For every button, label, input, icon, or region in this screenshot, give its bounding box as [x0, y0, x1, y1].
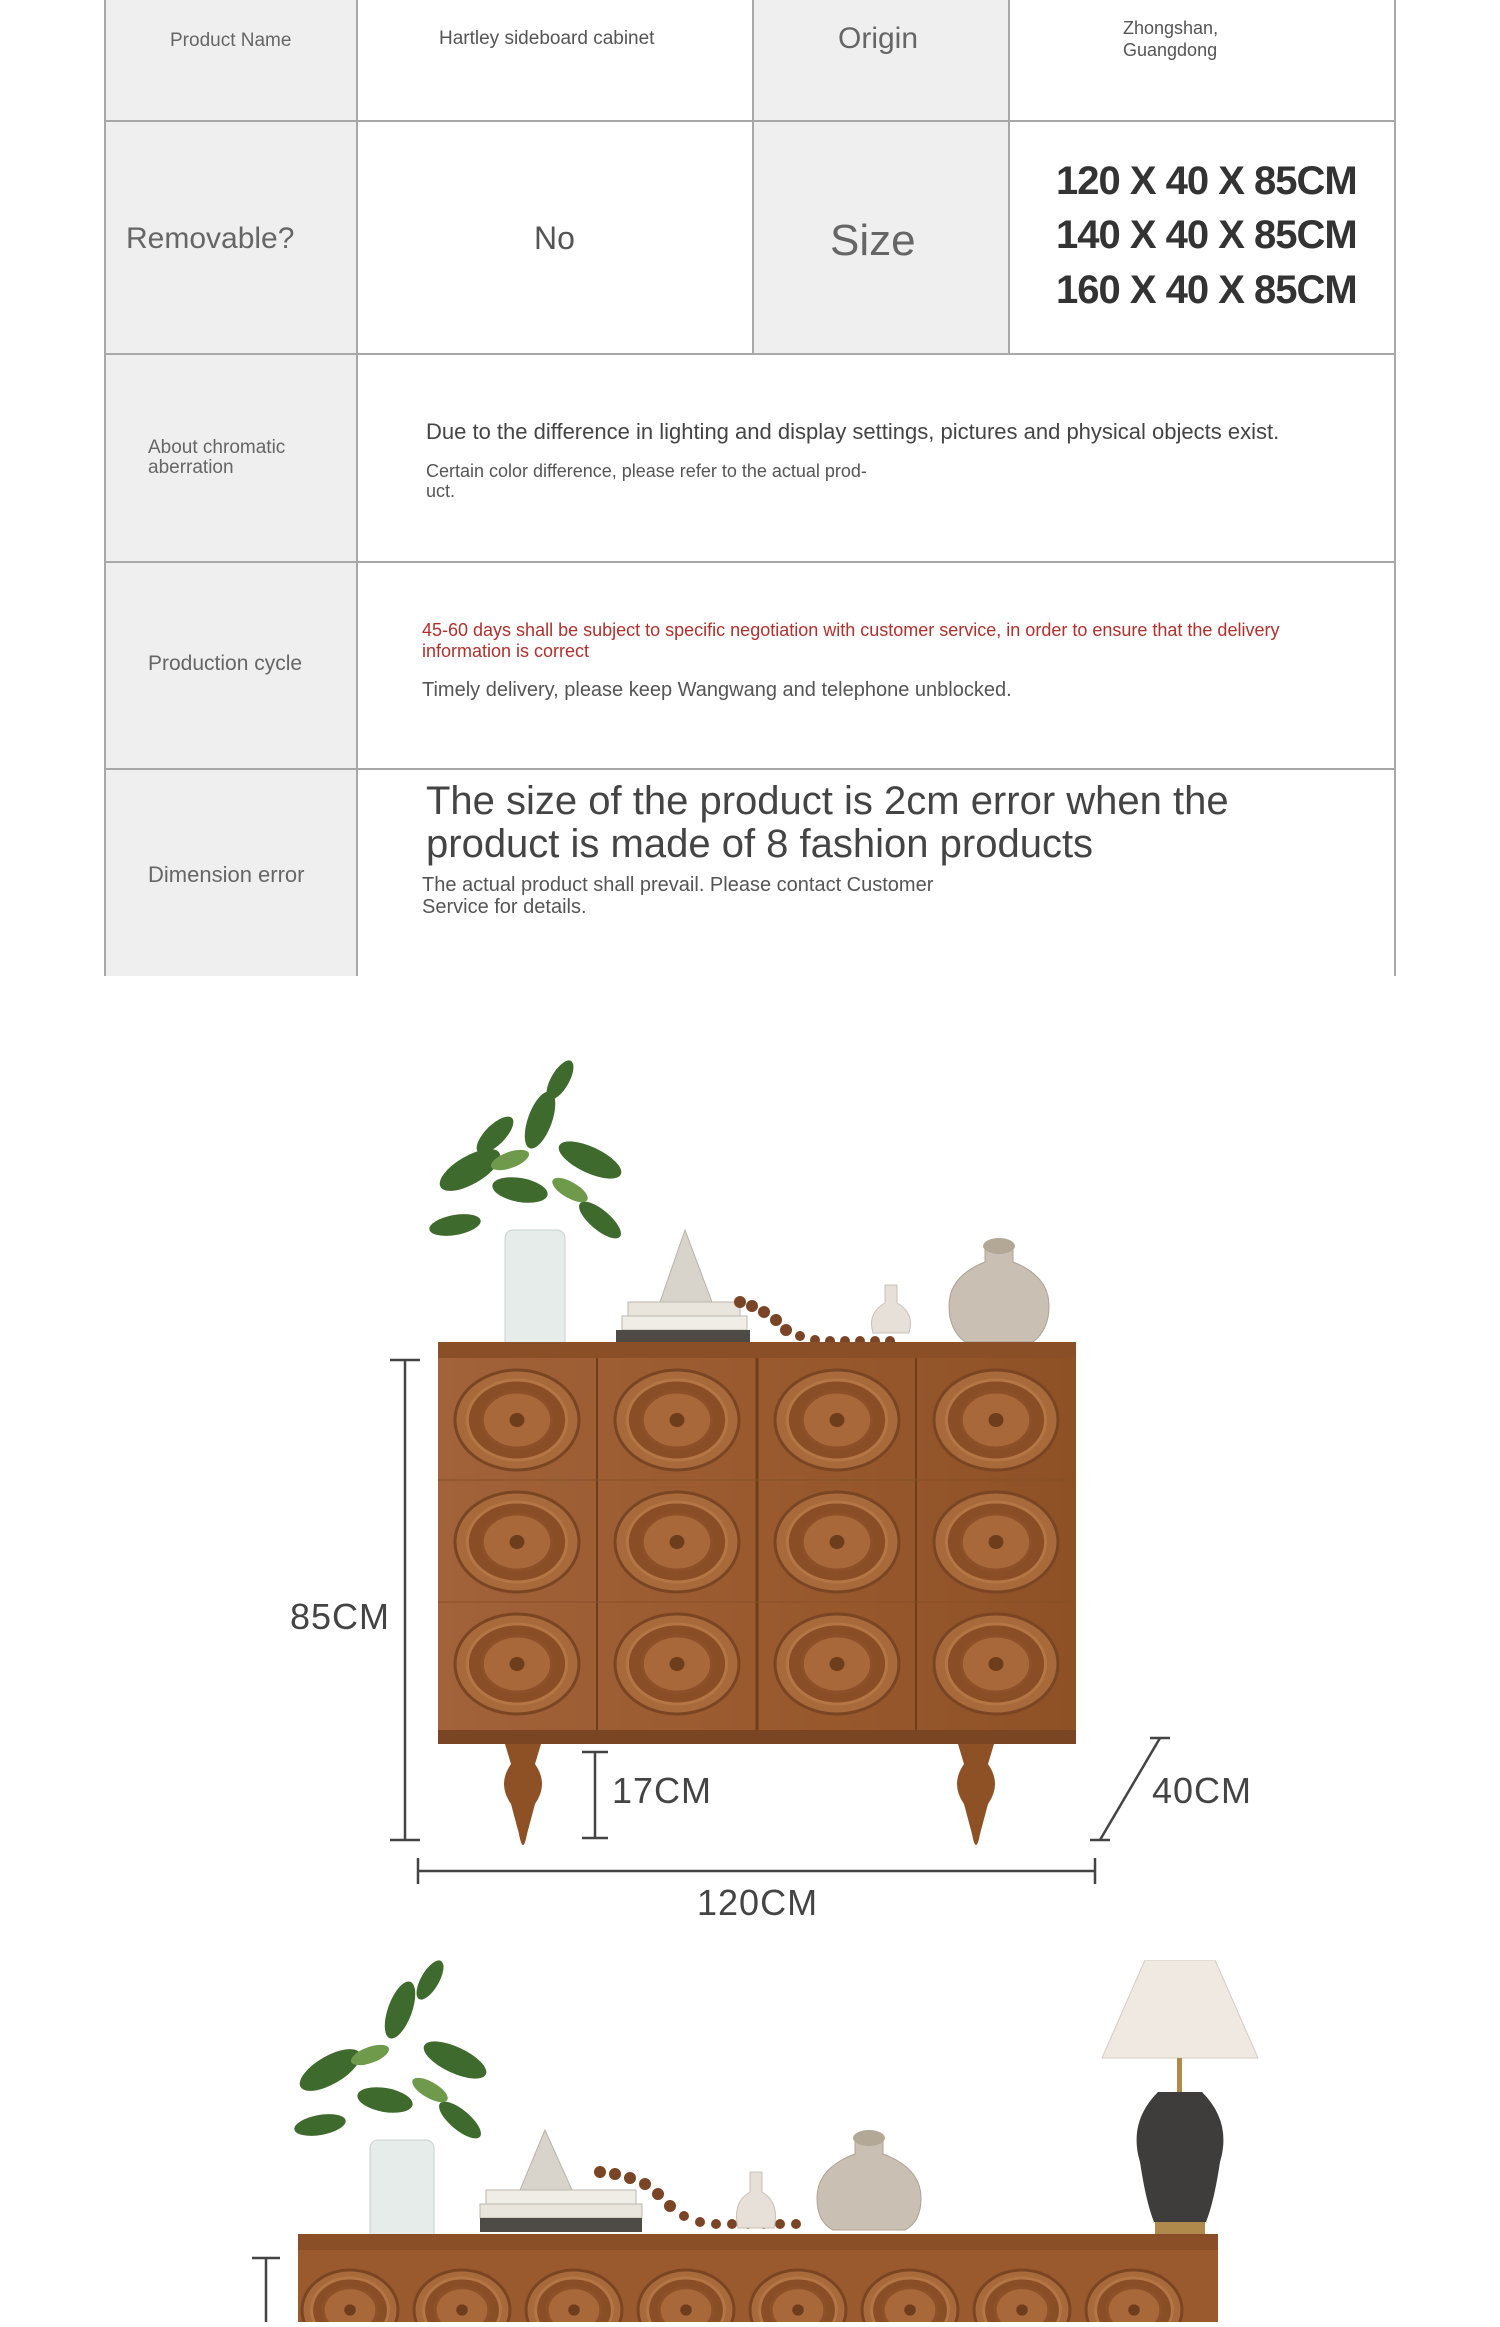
- width-dimension-label: 120CM: [697, 1882, 819, 1923]
- ceramic-jars-decor-2: [737, 2130, 922, 2230]
- drawer-rosette-1: [455, 1370, 579, 1470]
- pyramid-books-decor: [616, 1230, 895, 1346]
- removable-value: No: [534, 220, 575, 256]
- dimension-label: Dimension error: [148, 862, 305, 887]
- spec-table: [104, 0, 1396, 976]
- label-cell-production: [106, 563, 358, 768]
- dimension-main-line1: The size of the product is 2cm error when the: [426, 779, 1229, 823]
- origin-value-line1: Zhongshan,: [1123, 18, 1219, 38]
- label-cell-origin: [754, 0, 1010, 120]
- size-option-2: 140 X 40 X 85CM: [1056, 213, 1357, 257]
- drawer-rosette-9: [455, 1614, 579, 1714]
- value-cell-dimension: [358, 770, 1394, 976]
- production-label: Production cycle: [148, 652, 303, 675]
- label-cell-product-name: [106, 0, 358, 120]
- sideboard-wide-figure: [0, 1960, 1500, 2322]
- value-cell-size: [1010, 122, 1394, 353]
- origin-value-line2: Guangdong: [1123, 40, 1218, 60]
- drawer-rosette-2: [615, 1370, 739, 1470]
- row-dimension: [106, 770, 1394, 976]
- height-dimension-label: 85CM: [290, 1596, 391, 1637]
- chromatic-label-line1: About chromatic: [148, 437, 286, 458]
- value-cell-production: [358, 563, 1394, 768]
- sideboard-dimension-figure: [0, 1040, 1500, 1923]
- plant-vase-decor: [428, 1056, 627, 1380]
- chromatic-main-text: Due to the difference in lighting and display settings, pictures and physical objects exist.: [426, 419, 1280, 444]
- label-cell-chromatic: [106, 355, 358, 561]
- size-option-3: 160 X 40 X 85CM: [1056, 268, 1357, 312]
- sideboard-cabinet: [438, 1342, 1076, 1744]
- product-name-value: Hartley sideboard cabinet: [439, 28, 655, 49]
- drawer-rosette-4: [934, 1370, 1058, 1470]
- production-red-line2: information is correct: [422, 641, 590, 661]
- depth-dimension-label: 40CM: [1152, 1770, 1253, 1811]
- chromatic-sub-line2: uct.: [426, 481, 456, 501]
- drawer-rosette-11: [775, 1614, 899, 1714]
- drawer-rosette-10: [615, 1614, 739, 1714]
- sideboard-dimension-drawing: [0, 1040, 1500, 1920]
- label-cell-removable: [106, 122, 358, 353]
- value-cell-origin: [1010, 0, 1394, 120]
- sideboard-wide-drawing: [0, 1960, 1500, 2322]
- size-label: Size: [830, 216, 916, 265]
- dimension-lines-2: [252, 2258, 280, 2322]
- production-sub-text: Timely delivery, please keep Wangwang and telephone unblocked.: [422, 679, 1012, 701]
- dimension-sub-line2: Service for details.: [422, 896, 587, 918]
- size-option-1: 120 X 40 X 85CM: [1056, 159, 1357, 203]
- drawer-rosette-12: [934, 1614, 1058, 1714]
- row-production: [106, 563, 1394, 770]
- value-cell-removable: [358, 122, 754, 353]
- row-removable-size: [106, 122, 1394, 355]
- table-lamp-decor: [1102, 1960, 1258, 2234]
- chromatic-sub-line1: Certain color difference, please refer to the actual prod-: [426, 461, 867, 481]
- dimension-sub-line1: The actual product shall prevail. Please contact Customer: [422, 874, 934, 896]
- ceramic-jars-decor: [872, 1238, 1050, 1342]
- chromatic-label-line2: aberration: [148, 457, 234, 478]
- row-product-name: [106, 0, 1394, 122]
- removable-label: Removable?: [126, 222, 295, 255]
- sideboard-cabinet-wide: [298, 2234, 1218, 2322]
- dimension-main-line2: product is made of 8 fashion products: [426, 822, 1094, 866]
- drawer-rosette-5: [455, 1492, 579, 1592]
- drawer-rosette-7: [775, 1492, 899, 1592]
- value-cell-product-name: [358, 0, 754, 120]
- production-red-line1: 45-60 days shall be subject to specific negotiation with customer service, in order to ensure that the delivery: [422, 620, 1280, 640]
- value-cell-chromatic: [358, 355, 1394, 561]
- sideboard-legs: [504, 1744, 995, 1845]
- drawer-rosette-6: [615, 1492, 739, 1592]
- plant-vase-decor-2: [293, 1960, 492, 2258]
- drawer-rosette-3: [775, 1370, 899, 1470]
- label-cell-dimension: [106, 770, 358, 976]
- row-chromatic: [106, 355, 1394, 563]
- label-cell-size: [754, 122, 1010, 353]
- product-name-label: Product Name: [170, 30, 292, 51]
- origin-label: Origin: [838, 22, 919, 55]
- leg-height-dimension-label: 17CM: [612, 1770, 713, 1811]
- drawer-rosette-8: [934, 1492, 1058, 1592]
